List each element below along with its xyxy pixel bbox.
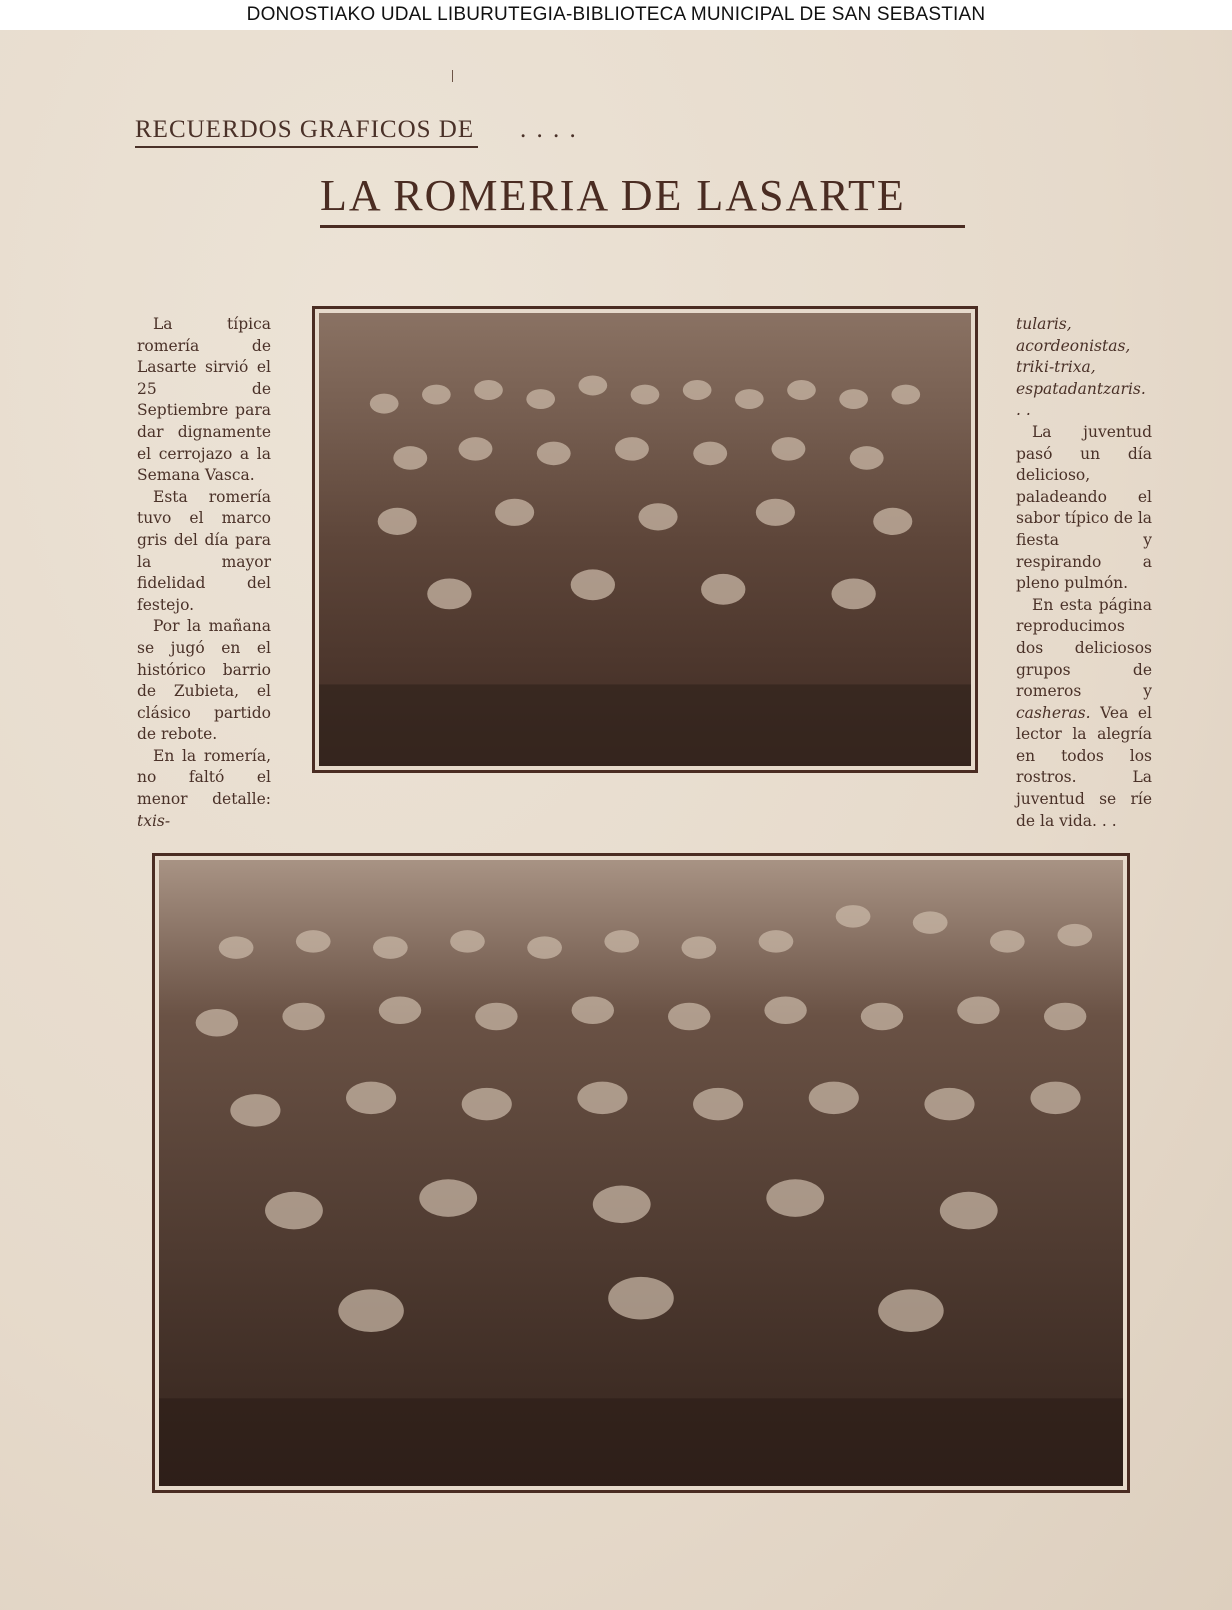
group-photo-top-image <box>319 313 971 766</box>
right-paragraph-2: La juventud pasó un día delicioso, paladeando el sabor típico de la fiesta y respirando a pleno pulmón. <box>1016 422 1153 593</box>
left-paragraph-3: Por la mañana se jugó en el histórico barrio de Zubieta, el clásico partido de rebote. <box>137 617 271 744</box>
group-photo-bottom-image <box>159 860 1123 1486</box>
right-paragraph-3-italic: casheras. <box>1016 703 1091 722</box>
right-paragraph-1-italic: tularis, acordeonistas, triki-trixa, espatadantzaris. . . <box>1016 315 1146 420</box>
archive-header: DONOSTIAKO UDAL LIBURUTEGIA-BIBLIOTECA MUNICIPAL DE SAN SEBASTIAN <box>0 0 1232 30</box>
left-paragraph-2: Esta romería tuvo el marco gris del día para la mayor fidelidad del festejo. <box>137 487 271 614</box>
left-paragraph-4-italic: txis- <box>137 811 171 830</box>
left-paragraph-4 <box>137 746 271 832</box>
right-text-column <box>1016 314 1152 832</box>
left-paragraph-4-text: En la romería, no faltó el menor detalle: <box>137 746 271 809</box>
left-text-column <box>137 314 271 832</box>
photo-bottom-frame <box>152 853 1130 1493</box>
right-paragraph-3-text: En esta página reproducimos dos deliciosos grupos de romeros y <box>1016 595 1152 701</box>
right-paragraph-3-end: Vea el lector la alegría en todos los rostros. La juventud se ríe de la vida. . . <box>1016 703 1152 830</box>
fold-mark <box>452 70 453 82</box>
group-photo-top <box>319 313 971 766</box>
article-kicker-dots: . . . . <box>520 116 578 143</box>
right-paragraph-1 <box>1016 314 1152 422</box>
magazine-page <box>0 30 1232 1610</box>
article-headline: LA ROMERIA DE LASARTE <box>320 170 965 228</box>
right-paragraph-3 <box>1016 595 1152 833</box>
left-paragraph-1: La típica romería de Lasarte sirvió el 25 de Septiembre para dar dignamente el cerrojazo a la Semana Vasca. <box>137 315 271 485</box>
group-photo-bottom <box>159 860 1123 1486</box>
photo-top-frame <box>312 306 978 773</box>
article-kicker: RECUERDOS GRAFICOS DE <box>135 116 478 148</box>
